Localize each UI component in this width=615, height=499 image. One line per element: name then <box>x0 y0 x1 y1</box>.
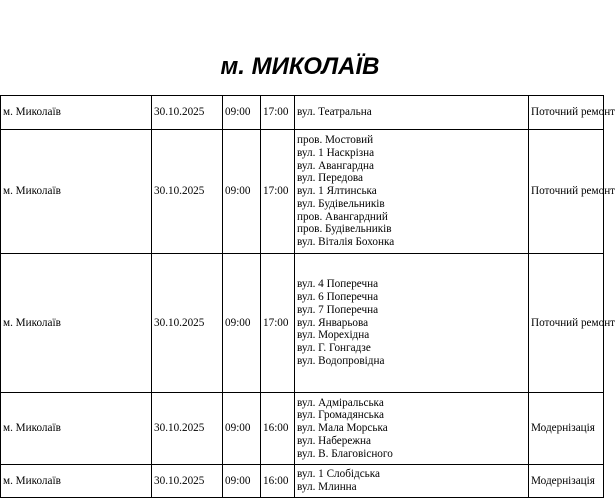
table-row <box>1 465 604 498</box>
page-title: м. МИКОЛАЇВ <box>220 53 380 80</box>
street-item: вул. Морехідна <box>297 329 370 342</box>
end-time-cell: 17:00 <box>261 130 295 254</box>
street-item: вул. Передова <box>297 172 364 185</box>
work-type-cell: Модернізація <box>529 393 604 465</box>
outage-schedule-table <box>0 95 615 498</box>
street-item: пров. Будівельників <box>297 223 392 236</box>
street-item: вул. Млинна <box>297 481 357 493</box>
table-row <box>1 254 604 393</box>
street-item: вул. В. Благовісного <box>297 447 393 460</box>
end-time-cell: 16:00 <box>261 393 295 465</box>
city-cell: м. Миколаїв <box>1 393 152 465</box>
street-item: вул. Г. Гонгадзе <box>297 342 371 355</box>
work-type-cell: Поточний ремонт <box>529 254 604 393</box>
street-item: вул. Мала Морська <box>297 422 388 435</box>
street-item: вул. Адміральська <box>297 396 384 409</box>
street-item: вул. 4 Поперечна <box>297 278 379 291</box>
date-cell: 30.10.2025 <box>152 254 223 393</box>
schedule-body <box>1 96 615 498</box>
street-item: вул. Набережна <box>297 434 371 447</box>
start-time-cell: 09:00 <box>223 96 261 130</box>
start-time-cell: 09:00 <box>223 465 261 498</box>
street-item: вул. Январьова <box>297 316 369 329</box>
table-row <box>1 130 604 254</box>
end-time-cell: 17:00 <box>261 96 295 130</box>
street-item: вул. Авангардна <box>297 159 374 172</box>
city-cell: м. Миколаїв <box>1 465 152 498</box>
street-item: вул. Водопровідна <box>297 354 385 367</box>
start-time-cell: 09:00 <box>223 130 261 254</box>
city-cell: м. Миколаїв <box>1 96 152 130</box>
street-item: вул. 1 Наскрізна <box>297 146 375 159</box>
street-item: вул. 1 Ялтинська <box>297 185 377 198</box>
street-item: вул. 7 Поперечна <box>297 303 379 316</box>
streets-cell <box>295 465 529 498</box>
streets-cell <box>295 130 529 254</box>
table-row <box>1 96 604 130</box>
streets-cell <box>295 96 529 130</box>
end-time-cell: 16:00 <box>261 465 295 498</box>
date-cell: 30.10.2025 <box>152 96 223 130</box>
work-type-cell: Поточний ремонт <box>529 96 604 130</box>
street-item: вул. Будівельників <box>297 197 385 210</box>
date-cell: 30.10.2025 <box>152 130 223 254</box>
city-cell: м. Миколаїв <box>1 130 152 254</box>
street-item: вул. Театральна <box>297 106 372 119</box>
end-time-cell: 17:00 <box>261 254 295 393</box>
work-type-cell: Модернізація <box>529 465 604 498</box>
street-item: пров. Мостовий <box>297 133 374 146</box>
city-cell: м. Миколаїв <box>1 254 152 393</box>
street-item: пров. Авангардний <box>297 210 388 223</box>
start-time-cell: 09:00 <box>223 254 261 393</box>
work-type-cell: Поточний ремонт <box>529 130 604 254</box>
streets-cell <box>295 393 529 465</box>
street-item: вул. Громадянська <box>297 409 385 422</box>
date-cell: 30.10.2025 <box>152 465 223 498</box>
start-time-cell: 09:00 <box>223 393 261 465</box>
date-cell: 30.10.2025 <box>152 393 223 465</box>
streets-cell <box>295 254 529 393</box>
street-item: вул. Віталія Бохонка <box>297 236 395 249</box>
table-row <box>1 393 604 465</box>
street-item: вул. 1 Слобідська <box>297 468 380 481</box>
street-item: вул. 6 Поперечна <box>297 291 379 303</box>
